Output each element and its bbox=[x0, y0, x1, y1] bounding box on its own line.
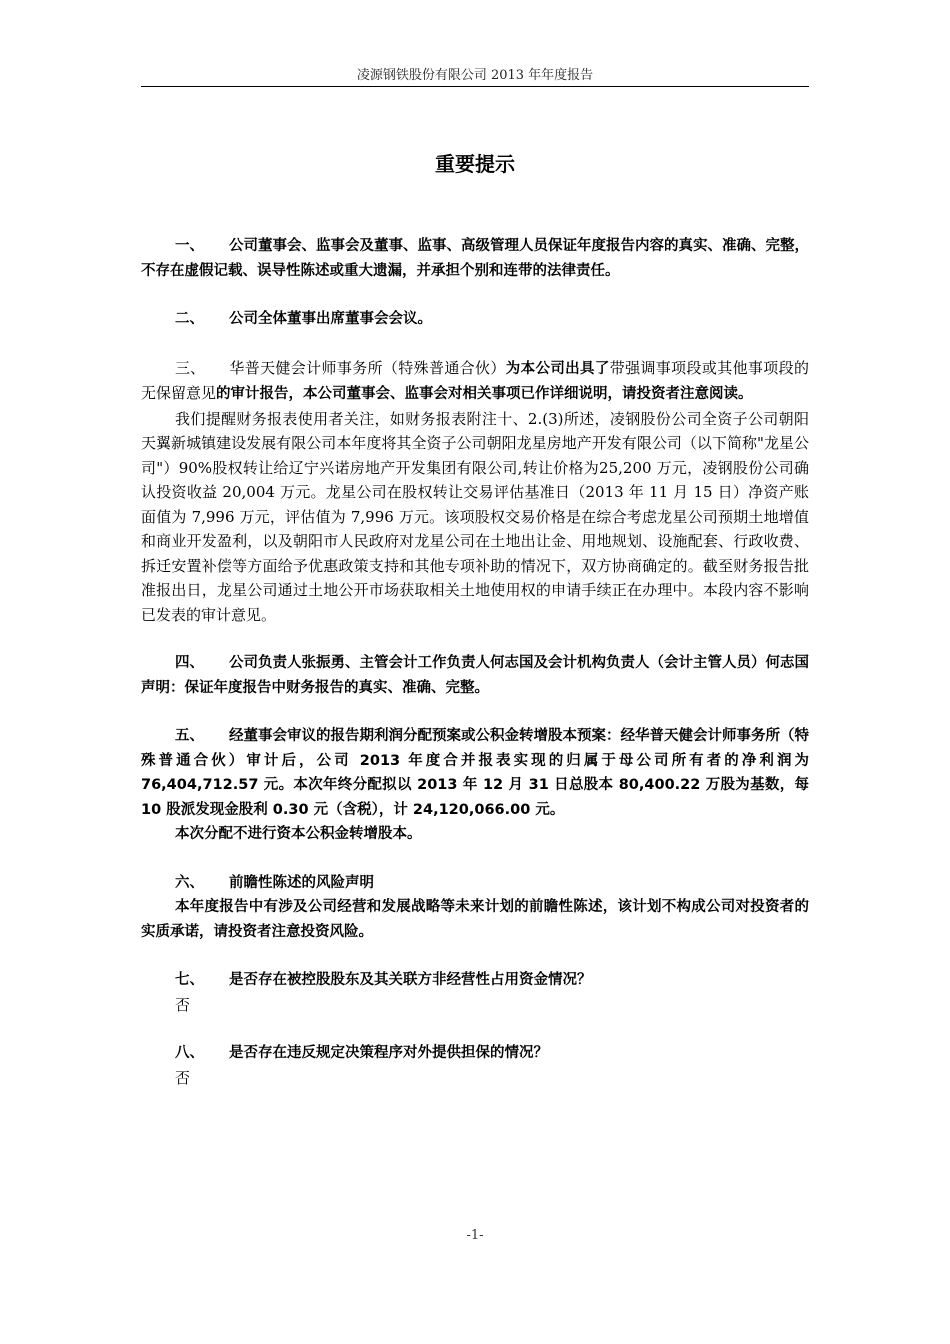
section-answer: 否 bbox=[175, 995, 191, 1014]
header-rule bbox=[141, 86, 809, 87]
section-text: 前瞻性陈述的风险声明 bbox=[229, 874, 374, 891]
section-number: 八、 bbox=[175, 1045, 204, 1061]
section-number: 三、 bbox=[175, 358, 206, 377]
section-text-bold: 的审计报告，本公司董事会、监事会对相关事项已作详细说明，请投资者注意阅读。 bbox=[216, 386, 753, 402]
running-header: 凌源钢铁股份有限公司 2013 年年度报告 bbox=[356, 68, 594, 83]
emphasis-paragraph: 我们提醒财务报表使用者关注，如财务报表附注十、2.(3)所述，凌钢股份公司全资子公司朝阳天翼新城镇建设发展有限公司本年度将其全资子公司朝阳龙星房地产开发有限公司（以下简称"龙星公司"）90%股权转让给辽宁兴诺房地产开发集团有限公司,转让价格为25,200 万元，凌钢股份公司确认投资收益 20,004 万元。龙星公司在股权转让交易评估基准日（2013 年 11 月 15 日）净资产账面值为 7,996 万元，评估值为 7,996 万元。该项股权交易价格是在综合考虑龙星公司预期土地增值和商业开发盈利，以及朝阳市人民政府对龙星公司在土地出让金、用地规划、设施配套、行政收费、拆迁安置补偿等方面给予优惠政策支持和其他专项补助的情况下，双方协商确定的。截至财务报告批准报出日，龙星公司通过土地公开市场获取相关土地使用权的申请手续正在办理中。本段内容不影响已发表的审计意见。 bbox=[141, 409, 809, 624]
section-number: 五、 bbox=[175, 728, 204, 744]
section-3 bbox=[141, 356, 809, 628]
section-text-bold: 为本公司出具了 bbox=[505, 360, 610, 377]
section-paragraph: 本次分配不进行资本公积金转增股本。 bbox=[175, 826, 422, 842]
section-number: 二、 bbox=[175, 311, 204, 327]
section-1 bbox=[141, 234, 809, 283]
section-2 bbox=[141, 307, 809, 332]
section-number: 一、 bbox=[175, 238, 204, 254]
page-number: -1- bbox=[466, 1228, 484, 1243]
document-body bbox=[141, 234, 809, 1114]
opinion-type: 带强调事项段或其他事项段的无保留意见 bbox=[141, 358, 809, 402]
section-text: 是否存在违反规定决策程序对外提供担保的情况？ bbox=[229, 1045, 548, 1061]
section-answer: 否 bbox=[175, 1068, 191, 1087]
section-6 bbox=[141, 871, 809, 945]
section-paragraph: 本年度报告中有涉及公司经营和发展战略等未来计划的前瞻性陈述，该计划不构成公司对投资者的实质承诺，请投资者注意投资风险。 bbox=[141, 899, 809, 940]
section-number: 六、 bbox=[175, 874, 204, 891]
section-4 bbox=[141, 651, 809, 700]
section-text: 公司负责人张振勇、主管会计工作负责人何志国及会计机构负责人（会计主管人员）何志国声明：保证年度报告中财务报告的真实、准确、完整。 bbox=[141, 655, 809, 696]
auditor-name: 华普天健会计师事务所（特殊普通合伙） bbox=[229, 358, 506, 377]
section-8 bbox=[141, 1041, 809, 1090]
section-text: 公司全体董事出席董事会会议。 bbox=[229, 311, 432, 327]
section-5 bbox=[141, 724, 809, 847]
section-text: 公司董事会、监事会及董事、监事、高级管理人员保证年度报告内容的真实、准确、完整，不存在虚假记载、误导性陈述或重大遗漏，并承担个别和连带的法律责任。 bbox=[141, 238, 809, 279]
section-number: 四、 bbox=[175, 655, 204, 671]
section-number: 七、 bbox=[175, 972, 204, 988]
page-title: 重要提示 bbox=[435, 152, 515, 176]
section-text: 经董事会审议的报告期利润分配预案或公积金转增股本预案：经华普天健会计师事务所（特殊普通合伙）审计后，公司 2013 年度合并报表实现的归属于母公司所有者的净利润为 76,404,712.57 元。本次年终分配拟以 2013 年 12 月 31 日总股本 80,400.22 万股为基数，每 10 股派发现金股利 0.30 元（含税），计 24,120,066.00 元。 bbox=[141, 728, 809, 818]
section-text: 是否存在被控股股东及其关联方非经营性占用资金情况？ bbox=[229, 972, 592, 988]
section-7 bbox=[141, 968, 809, 1017]
